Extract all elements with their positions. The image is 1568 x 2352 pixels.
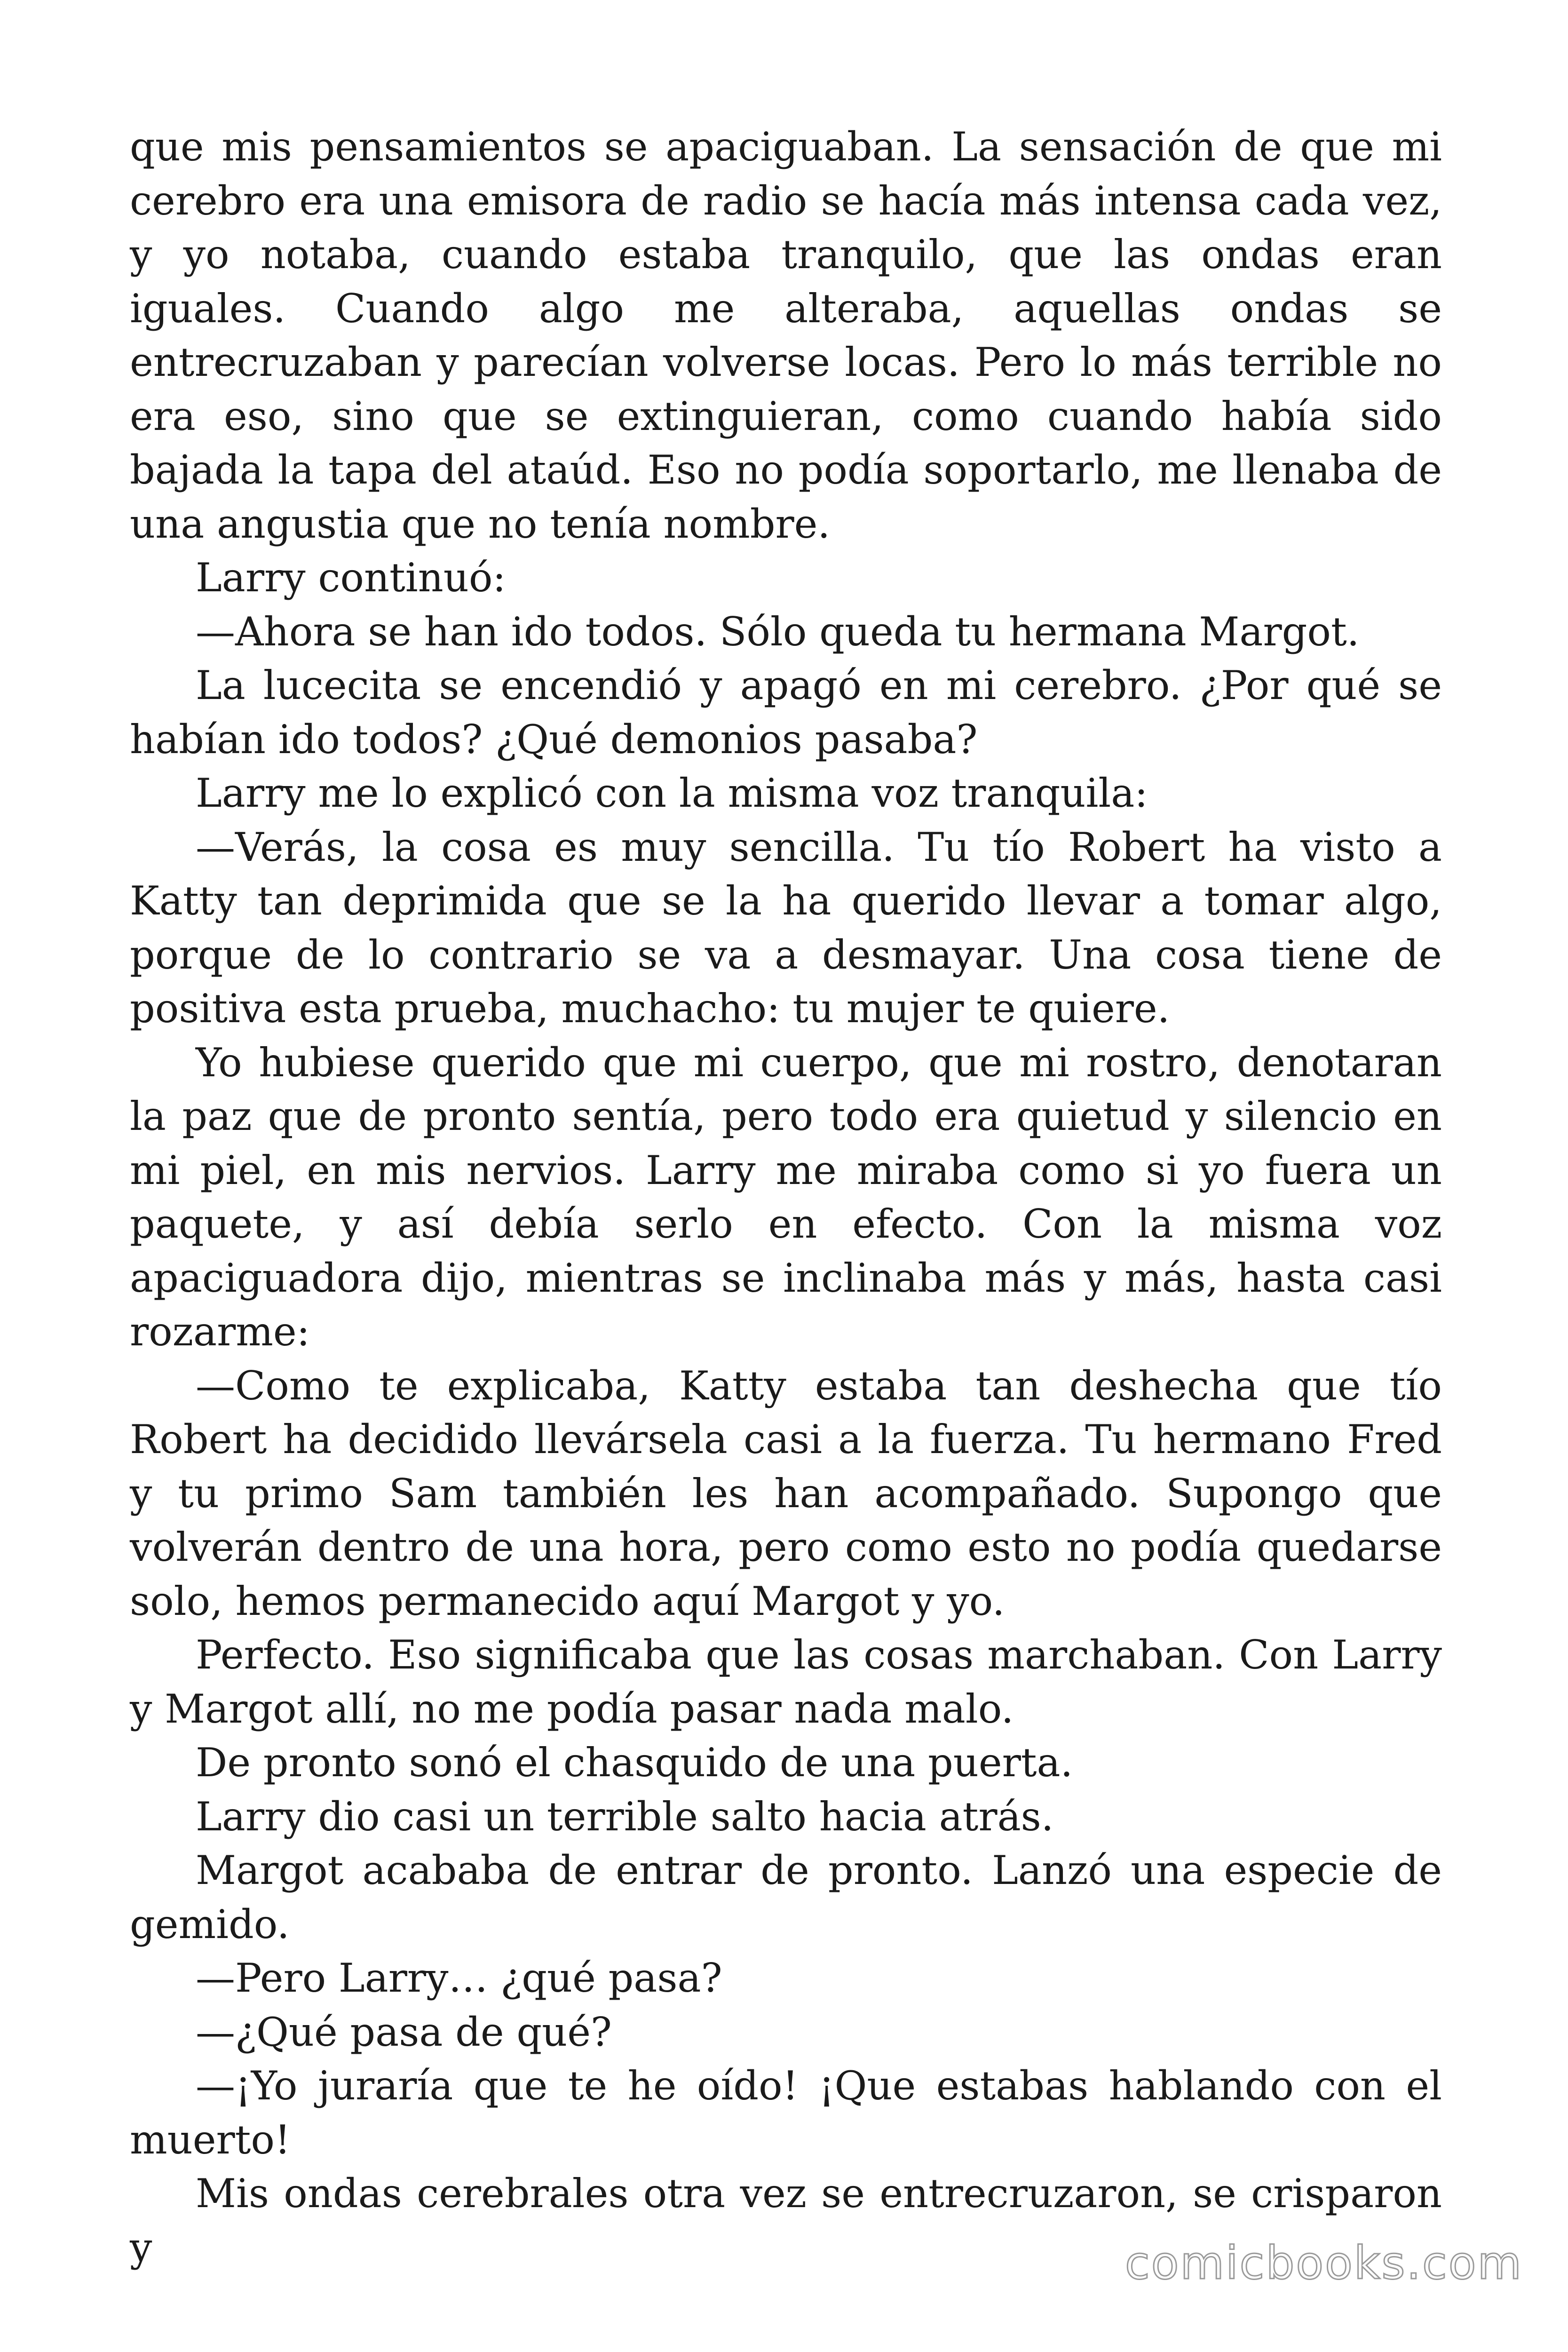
- paragraph: La lucecita se encendió y apagó en mi cerebro. ¿Por qué se habían ido todos? ¿Qué demonios pasaba?: [130, 662, 1442, 763]
- paragraph: Larry dio casi un terrible salto hacia atrás.: [196, 1793, 1054, 1840]
- paragraph: Yo hubiese querido que mi cuerpo, que mi rostro, denotaran la paz que de pronto sentía, pero todo era quietud y silencio en mi piel, en mis nervios. Larry me miraba como si yo fuera un paquete, y así debía serlo en efecto. Con la misma voz apaciguadora dijo, mientras se inclinaba más y más, hasta casi rozarme:: [130, 1039, 1442, 1355]
- page-body-text: [130, 120, 1442, 2274]
- paragraph: —Verás, la cosa es muy sencilla. Tu tío Robert ha visto a Katty tan deprimida que se la ha querido llevar a tomar algo, porque de lo contrario se va a desmayar. Una cosa tiene de positiva esta prueba, muchacho: tu mujer te quiere.: [130, 824, 1442, 1032]
- watermark: comicbooks.com: [1125, 2237, 1523, 2289]
- paragraph-continuation: que mis pensamientos se apaciguaban. La sensación de que mi cerebro era una emisora de radio se hacía más intensa cada vez, y yo notaba, cuando estaba tranquilo, que las ondas eran iguales. Cuando algo me alteraba, aquellas ondas se entrecruzaban y parecían volverse locas. Pero lo más terrible no era eso, sino que se extinguieran, como cuando había sido bajada la tapa del ataúd. Eso no podía soportarlo, me llenaba de una angustia que no tenía nombre.: [130, 124, 1442, 547]
- paragraph: Perfecto. Eso significaba que las cosas marchaban. Con Larry y Margot allí, no me podía pasar nada malo.: [130, 1632, 1442, 1732]
- paragraph: —Pero Larry… ¿qué pasa?: [196, 1955, 722, 2001]
- paragraph: —¡Yo juraría que te he oído! ¡Que estabas hablando con el muerto!: [130, 2063, 1442, 2163]
- paragraph: —Ahora se han ido todos. Sólo queda tu hermana Margot.: [196, 608, 1360, 655]
- paragraph: Larry continuó:: [196, 555, 506, 601]
- paragraph: Margot acababa de entrar de pronto. Lanzó una especie de gemido.: [130, 1847, 1442, 1947]
- paragraph: —Como te explicaba, Katty estaba tan deshecha que tío Robert ha decidido llevársela casi a la fuerza. Tu hermano Fred y tu primo Sam también les han acompañado. Supongo que volverán dentro de una hora, pero como esto no podía quedarse solo, hemos permanecido aquí Margot y yo.: [130, 1362, 1442, 1624]
- paragraph: —¿Qué pasa de qué?: [196, 2009, 612, 2055]
- paragraph: Larry me lo explicó con la misma voz tranquila:: [196, 770, 1148, 816]
- paragraph: De pronto sonó el chasquido de una puerta.: [196, 1740, 1073, 1786]
- paragraph-cut-off: Mis ondas cerebrales otra vez se entrecruzaron, se crisparon y: [130, 2170, 1442, 2271]
